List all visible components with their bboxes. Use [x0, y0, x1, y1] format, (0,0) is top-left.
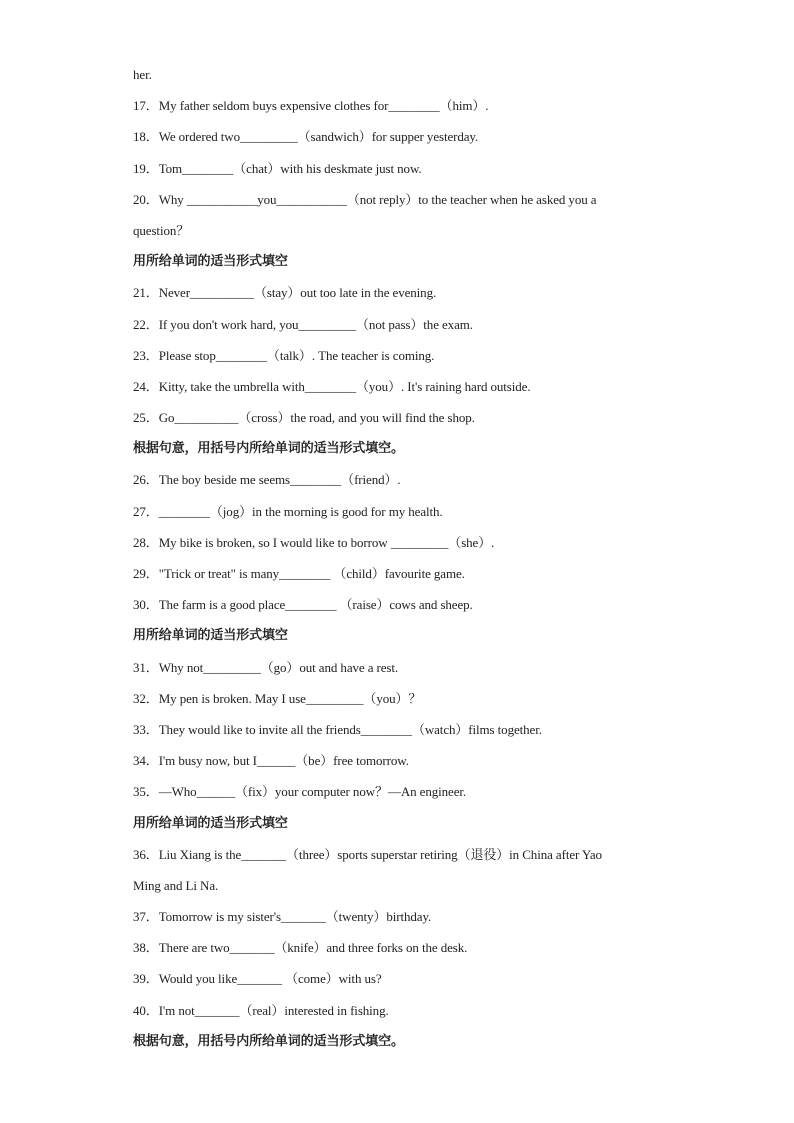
question-22: 22．If you don't work hard, you_________（not pass）the exam. [133, 316, 473, 332]
question-26: 26．The boy beside me seems________（friend）. [133, 472, 401, 488]
section-heading: 用所给单词的适当形式填空 [133, 628, 288, 644]
question-32: 32．My pen is broken. May I use_________（you）？ [133, 690, 422, 706]
question-28: 28．My bike is broken, so I would like to borrow _________（she）. [133, 534, 495, 550]
question-35: 35．—Who______（fix）your computer now？—An engineer. [133, 784, 467, 800]
question-23: 23．Please stop________（talk）. The teacher is coming. [133, 347, 435, 363]
question-21: 21．Never__________（stay）out too late in the evening. [133, 285, 437, 301]
question-17: 17．My father seldom buys expensive clothes for________（him）. [133, 98, 489, 114]
question-20: 20．Why ___________you___________（not reply）to the teacher when he asked you a [133, 191, 597, 207]
question-25: 25．Go__________（cross）the road, and you will find the shop. [133, 410, 475, 426]
question-30: 30．The farm is a good place________ （raise）cows and sheep. [133, 597, 473, 613]
question-38: 38．There are two_______（knife）and three forks on the desk. [133, 940, 468, 956]
section-heading: 根据句意，用括号内所给单词的适当形式填空。 [133, 1033, 404, 1049]
question-37: 37．Tomorrow is my sister's_______（twenty）birthday. [133, 909, 432, 925]
question-40: 40．I'm not_______（real）interested in fishing. [133, 1002, 389, 1018]
section-heading: 根据句意，用括号内所给单词的适当形式填空。 [133, 441, 404, 457]
question-34: 34．I'm busy now, but I______（be）free tomorrow. [133, 753, 409, 769]
question-27: 27．________（jog）in the morning is good for my health. [133, 503, 443, 519]
question-31: 31．Why not_________（go）out and have a rest. [133, 659, 399, 675]
section-heading: 用所给单词的适当形式填空 [133, 815, 288, 831]
question-39: 39．Would you like_______ （come）with us? [133, 971, 382, 987]
question-19: 19．Tom________（chat）with his deskmate just now. [133, 160, 422, 176]
worksheet-page [133, 64, 673, 1062]
continuation-text: her. [133, 67, 152, 82]
question-33: 33．They would like to invite all the friends________（watch）films together. [133, 721, 542, 737]
question-36-continuation: Ming and Li Na. [133, 877, 219, 893]
question-18: 18．We ordered two_________（sandwich）for supper yesterday. [133, 129, 479, 145]
question-20-continuation: question？ [133, 222, 190, 238]
question-36: 36．Liu Xiang is the_______（three）sports superstar retiring（退役）in China after Yao [133, 846, 602, 862]
question-29: 29．"Trick or treat" is many________ （child）favourite game. [133, 566, 465, 581]
question-24: 24．Kitty, take the umbrella with________（you）. It's raining hard outside. [133, 378, 531, 394]
section-heading: 用所给单词的适当形式填空 [133, 254, 288, 270]
